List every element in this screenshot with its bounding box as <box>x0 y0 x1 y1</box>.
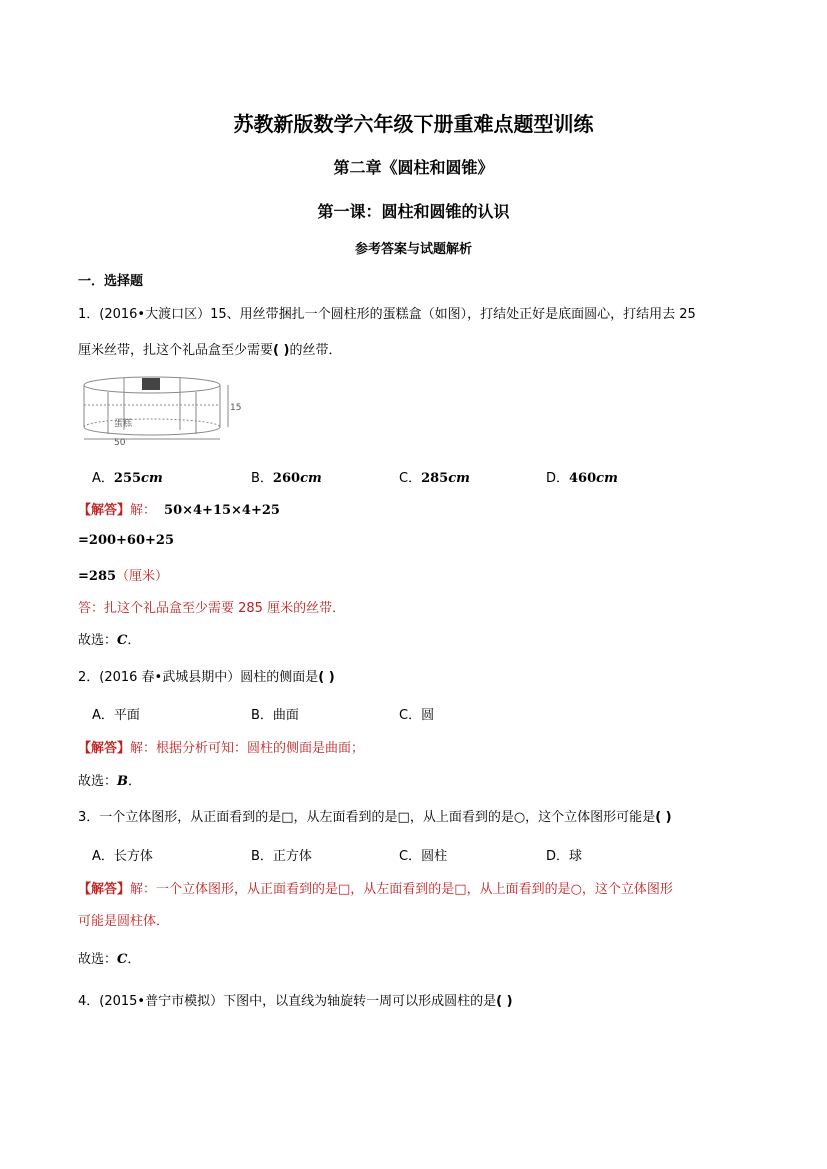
q3-option-a[interactable]: A．长方体 <box>92 849 153 864</box>
q3-choice: 故选：C． <box>78 952 141 967</box>
q1-option-a[interactable]: A．255cm <box>92 471 163 486</box>
q1-stem-line1: 1．(2016•大渡口区）15、用丝带捆扎一个圆柱形的蛋糕盒（如图），打结处正好是底面圆心，打结用去 25 <box>78 307 696 322</box>
bow-knot <box>142 378 160 390</box>
document-title: 苏教新版数学六年级下册重难点题型训练 <box>233 112 594 136</box>
q4-stem: 4．(2015•普宁市模拟）下图中，以直线为轴旋转一周可以形成圆柱的是( ) <box>78 994 513 1009</box>
q1-option-c[interactable]: C．285cm <box>399 471 470 486</box>
q1-choice: 故选：C． <box>78 633 141 648</box>
height-label: 15 <box>230 403 242 413</box>
q1-stem-line2 <box>78 339 341 358</box>
q3-solution-line2: 可能是圆柱体． <box>78 914 170 929</box>
q1-option-d[interactable]: D．460cm <box>546 471 618 486</box>
q2-choice: 故选：B． <box>78 774 142 789</box>
q2-option-b[interactable]: B．曲面 <box>251 708 299 723</box>
answer-subtitle: 参考答案与试题解析 <box>354 242 472 257</box>
q1-solution-line1: 【解答】解： 50×4+15×4+25 <box>78 503 280 518</box>
q2-option-a[interactable]: A．平面 <box>92 708 140 723</box>
q2-stem: 2．(2016 春•武城县期中）圆柱的侧面是( ) <box>78 670 335 685</box>
q3-option-b[interactable]: B．正方体 <box>251 849 312 864</box>
cake-box-figure <box>80 375 240 447</box>
section-heading: 一．选择题 <box>78 274 144 289</box>
chapter-title: 第二章《圆柱和圆锥》 <box>333 158 494 177</box>
lesson-title: 第一课：圆柱和圆锥的认识 <box>317 202 510 221</box>
q3-stem: 3．一个立体图形，从正面看到的是□，从左面看到的是□，从上面看到的是○，这个立体图形可能是( ) <box>78 810 672 825</box>
q3-option-c[interactable]: C．圆柱 <box>399 849 448 864</box>
q1-stem-text: 厘米丝带，扎这个礼品盒至少需要 <box>78 343 274 358</box>
q1-stem-end: 的丝带． <box>289 343 342 358</box>
q2-option-c[interactable]: C．圆 <box>399 708 435 723</box>
q1-answer-blank: ( ) <box>273 343 290 358</box>
q3-option-d[interactable]: D．球 <box>546 849 583 864</box>
width-label: 50 <box>114 438 126 448</box>
q2-solution: 【解答】解：根据分析可知：圆柱的侧面是曲面； <box>78 741 365 756</box>
box-label: 蛋糕 <box>114 419 133 429</box>
q1-answer-text: 答：扎这个礼品盒至少需要 285 厘米的丝带． <box>78 601 346 616</box>
q3-solution-line1: 【解答】解：一个立体图形，从正面看到的是□，从左面看到的是□，从上面看到的是○，这个立体图形 <box>78 882 673 897</box>
q1-option-b[interactable]: B．260cm <box>251 471 322 486</box>
q1-solution-line2: =200+60+25 <box>78 533 174 548</box>
q1-solution-line3: =285（厘米） <box>78 569 169 584</box>
